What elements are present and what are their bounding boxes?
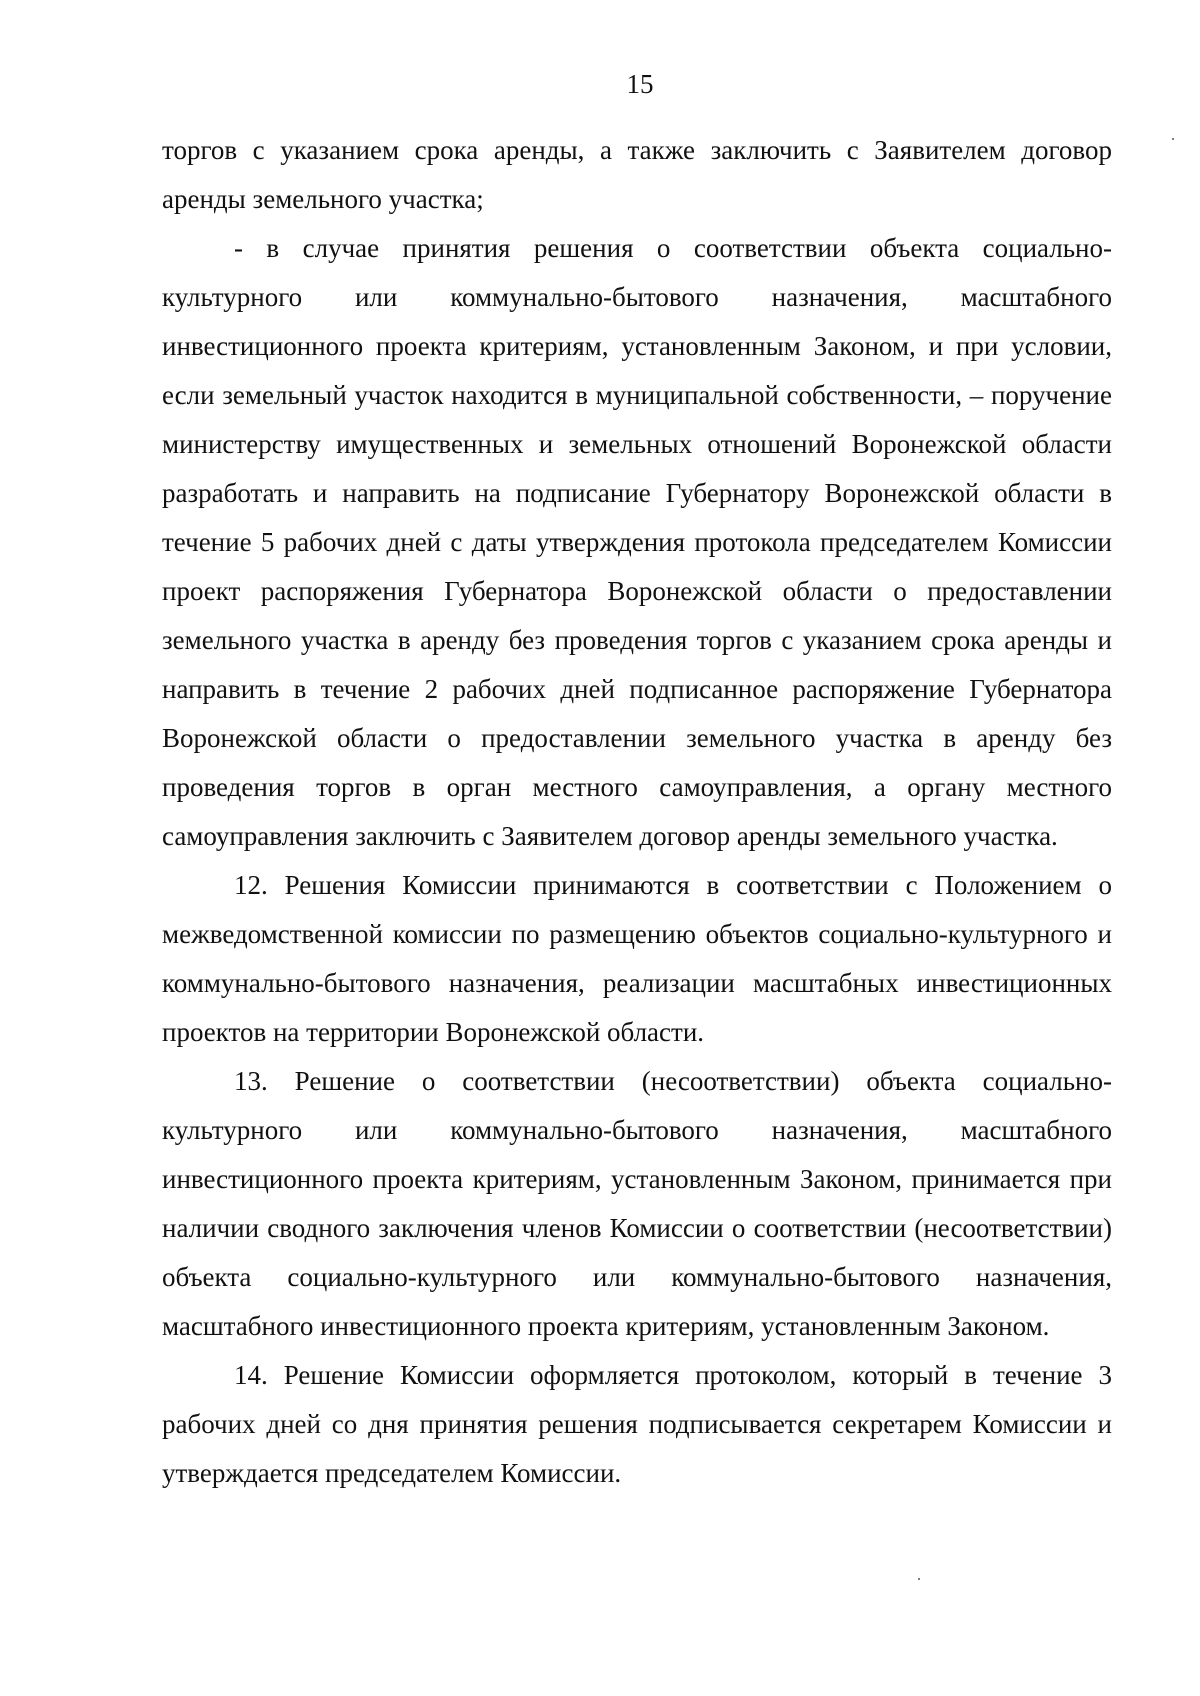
page-number: 15: [626, 69, 654, 99]
paragraph-continuation: торгов с указанием срока аренды, а также заключить с Заявителем договор аренды земельного участка;: [162, 135, 1112, 214]
document-body: [162, 126, 1112, 1498]
paragraph-13: 13. Решение о соответствии (несоответствии) объекта социально-культурного или коммунально-бытового назначения, масштабного инвестиционного проекта критериям, установленным Законом, принимается при наличии сводного заключения членов Комиссии о соответствии (несоответствии) объекта социально-культурного или коммунально-бытового назначения, масштабного инвестиционного проекта критериям, установленным Законом.: [162, 1066, 1112, 1341]
paragraph-12: 12. Решения Комиссии принимаются в соответствии с Положением о межведомственной комиссии по размещению объектов социально-культурного и коммунально-бытового назначения, реализации масштабных инвестиционных проектов на территории Воронежской области.: [162, 870, 1112, 1047]
scan-speck: [918, 1578, 920, 1580]
scan-speck: [1172, 138, 1174, 140]
paragraph-bullet-municipal: - в случае принятия решения о соответствии объекта социально-культурного или коммунально-бытового назначения, масштабного инвестиционного проекта критериям, установленным Законом, и при условии, если земельный участок находится в муниципальной собственности, – поручение министерству имущественных и земельных отношений Воронежской области разработать и направить на подписание Губернатору Воронежской области в течение 5 рабочих дней с даты утверждения протокола председателем Комиссии проект распоряжения Губернатора Воронежской области о предоставлении земельного участка в аренду без проведения торгов с указанием срока аренды и направить в течение 2 рабочих дней подписанное распоряжение Губернатора Воронежской области о предоставлении земельного участка в аренду без проведения торгов в орган местного самоуправления, а органу местного самоуправления заключить с Заявителем договор аренды земельного участка.: [162, 233, 1112, 851]
paragraph-14: 14. Решение Комиссии оформляется протоколом, который в течение 3 рабочих дней со дня принятия решения подписывается секретарем Комиссии и утверждается председателем Комиссии.: [162, 1360, 1112, 1488]
